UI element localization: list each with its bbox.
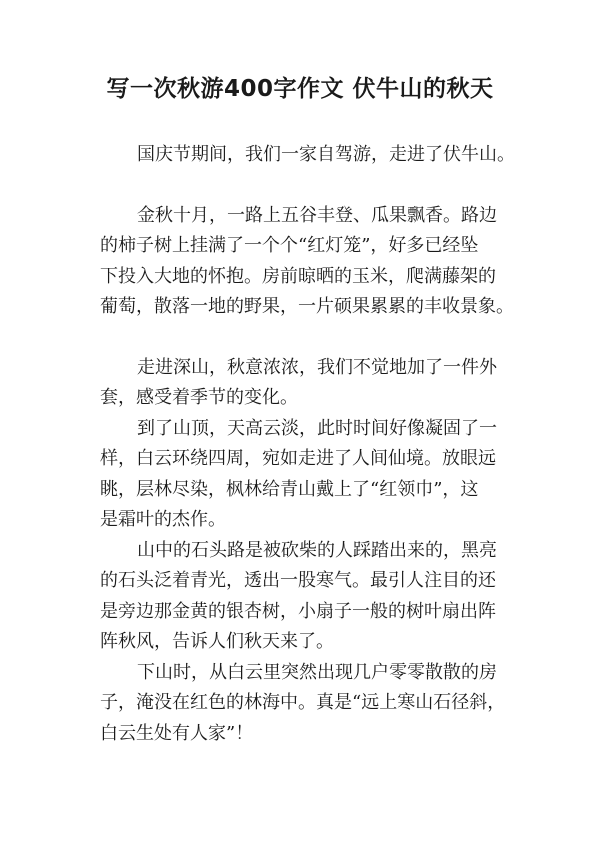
paragraph-line: 是霜叶的杰作。 (100, 509, 226, 530)
paragraph-4 (100, 414, 512, 536)
paragraph-line: 走进深山，秋意浓浓，我们不觉地加了一件外 (137, 356, 497, 378)
paragraph-line: 下山时，从白云里突然出现几户零零散散的房 (137, 661, 497, 683)
paragraph-5 (100, 536, 512, 658)
paragraph-line: 子，淹没在红色的林海中。真是“远上寒山石径斜， (100, 692, 506, 713)
paragraph-6 (100, 658, 512, 750)
paragraph-line: 葡萄，散落一地的野果，一片硕果累累的丰收景象。 (100, 296, 514, 317)
page-title: 写一次秋游400字作文 伏牛山的秋天 (106, 76, 494, 102)
paragraph-line: 下投入大地的怀抱。房前晾晒的玉米，爬满藤架的 (100, 265, 496, 287)
paragraph-line: 到了山顶，天高云淡，此时时间好像凝固了一 (137, 417, 497, 439)
paragraph-line: 的柿子树上挂满了一个个“红灯笼”，好多已经坠 (100, 235, 479, 256)
essay-body (100, 140, 515, 749)
paragraph-line: 眺，层林尽染，枫林给青山戴上了“红领巾”，这 (100, 478, 479, 500)
paragraph-line: 山中的石头路是被砍柴的人踩踏出来的，黑亮 (137, 539, 497, 561)
paragraph-line: 样，白云环绕四周，宛如走进了人间仙境。放眼远 (100, 448, 496, 469)
paragraph-line: 套，感受着季节的变化。 (100, 387, 298, 408)
paragraph-line: 白云生处有人家”！ (100, 722, 254, 744)
paragraph-2 (100, 201, 512, 323)
paragraph-line: 是旁边那金黄的银杏树，小扇子一般的树叶扇出阵 (100, 600, 496, 622)
paragraph-1 (100, 140, 515, 171)
paragraph-3 (100, 353, 512, 414)
paragraph-line: 阵秋风，告诉人们秋天来了。 (100, 631, 334, 652)
paragraph-line: 的石头泛着青光，透出一股寒气。最引人注目的还 (100, 570, 496, 591)
paragraph-line: 国庆节期间，我们一家自驾游，走进了伏牛山。 (137, 144, 515, 165)
paragraph-line: 金秋十月，一路上五谷丰登、瓜果飘香。路边 (137, 204, 497, 226)
